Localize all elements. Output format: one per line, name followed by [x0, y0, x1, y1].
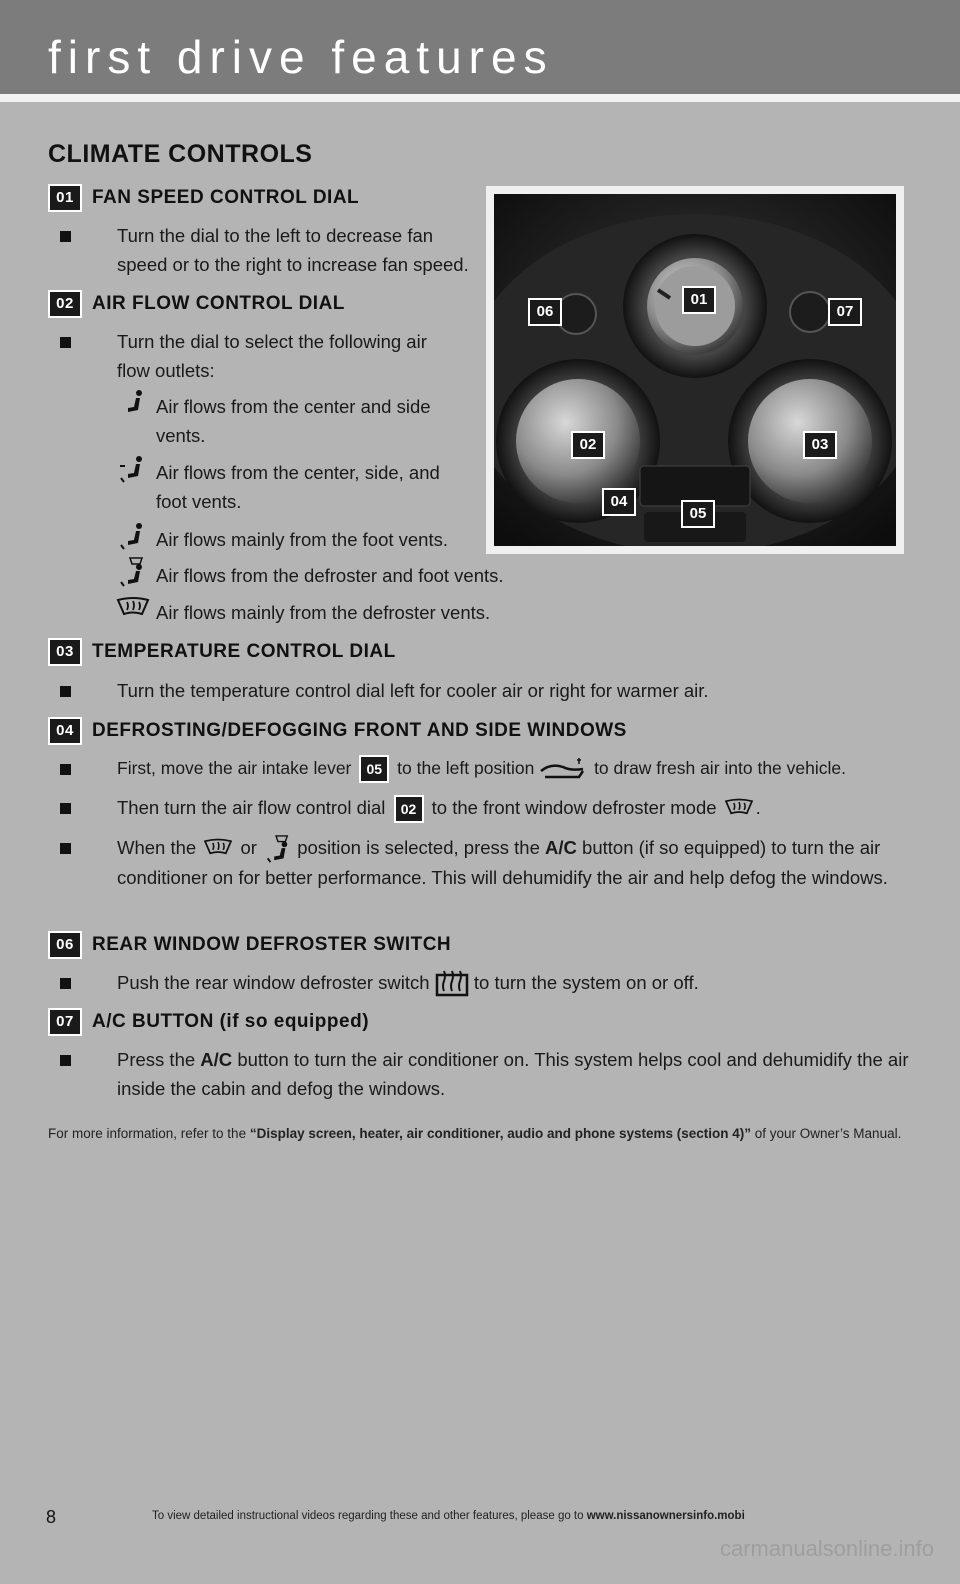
callout-04: 04 [602, 488, 636, 516]
bullet-text: Turn the dial to select the following air flow outlets: [117, 331, 427, 381]
subhead-label: FAN SPEED CONTROL DIAL [92, 187, 360, 209]
number-badge: 07 [48, 1008, 82, 1036]
text-part: button to turn the air conditioner on. This system helps cool and dehumidify the air inside the cabin and defog the windows. [117, 1049, 909, 1099]
footer-note [152, 1510, 745, 1522]
header-divider [0, 94, 960, 102]
fresh-air-icon [539, 757, 589, 781]
bullet-square-icon [60, 803, 71, 814]
number-badge: 04 [48, 717, 82, 745]
subhead-label: A/C BUTTON (if so equipped) [92, 1011, 370, 1033]
callout-03: 03 [803, 431, 837, 459]
bullet-square-icon [60, 231, 71, 242]
climate-panel-photo [494, 194, 896, 546]
bullet-text [117, 1045, 917, 1103]
mode-text: Air flows mainly from the foot vents. [156, 529, 448, 550]
text-part: First, move the air intake lever [117, 758, 352, 778]
mode-vent [116, 392, 446, 450]
text-part: . [755, 797, 761, 818]
footnote [48, 1124, 908, 1144]
number-badge: 06 [48, 931, 82, 959]
text-part: When the [117, 837, 197, 858]
defrost-foot-mode-icon [116, 557, 146, 587]
defrost-mode-icon [722, 796, 756, 822]
ac-label: A/C [545, 837, 577, 858]
defrost-foot-mode-icon [262, 835, 292, 863]
text-part: to the front window defroster mode [431, 797, 717, 818]
subhead-ac-button [48, 1008, 369, 1036]
text-part: or [240, 837, 257, 858]
mode-text: Air flows from the center, side, and foot vents. [156, 462, 440, 512]
bi-level-mode-icon [116, 454, 146, 484]
callout-05: 05 [681, 500, 715, 528]
mode-text: Air flows from the defroster and foot vents. [156, 565, 504, 586]
footnote-reference: “Display screen, heater, air conditioner, audio and phone systems (section 4)” [249, 1126, 751, 1141]
subhead-label: AIR FLOW CONTROL DIAL [92, 293, 345, 315]
text-part: to the left position [397, 758, 535, 778]
callout-06: 06 [528, 298, 562, 326]
number-badge: 03 [48, 638, 82, 666]
mode-text: Air flows mainly from the defroster vents. [156, 602, 491, 623]
text-part: Push the rear window defroster switch [117, 972, 430, 993]
header-bar [0, 0, 960, 94]
text-part: to draw fresh air into the vehicle. [594, 758, 846, 778]
page-number: 8 [46, 1507, 57, 1527]
watermark: carmanualsonline.info [719, 1536, 934, 1561]
section-title: CLIMATE CONTROLS [48, 140, 313, 168]
bullet-text [117, 833, 917, 892]
mode-bi-level [116, 458, 456, 516]
footer-text: To view detailed instructional videos regarding these and other features, please go to [152, 1510, 584, 1522]
text-part: Then turn the air flow control dial [117, 797, 386, 818]
bullet-text: Turn the dial to the left to decrease fan speed or to the right to increase fan speed. [117, 225, 469, 275]
subhead-rear-defroster [48, 931, 451, 959]
climate-panel-illustration [494, 194, 896, 546]
foot-mode-icon [116, 521, 146, 551]
vent-mode-icon [116, 388, 146, 418]
callout-07: 07 [828, 298, 862, 326]
text-part: Press the [117, 1049, 196, 1070]
callout-01: 01 [682, 286, 716, 314]
inline-badge-02: 02 [394, 795, 424, 823]
page-title: first drive features [48, 31, 554, 83]
subhead-label: REAR WINDOW DEFROSTER SWITCH [92, 934, 452, 956]
callout-02: 02 [571, 431, 605, 459]
subhead-defrosting [48, 717, 627, 745]
defrost-mode-icon [201, 836, 235, 862]
bullet-square-icon [60, 978, 71, 989]
bullet-text: Turn the temperature control dial left for cooler air or right for warmer air. [117, 680, 709, 701]
defrost-mode-icon [116, 594, 150, 624]
number-badge: 02 [48, 290, 82, 318]
bullet-square-icon [60, 1055, 71, 1066]
number-badge: 01 [48, 184, 82, 212]
mode-text: Air flows from the center and side vents. [156, 396, 431, 446]
rear-defroster-icon [435, 969, 469, 999]
bullet-square-icon [60, 764, 71, 775]
subhead-label: DEFROSTING/DEFOGGING FRONT AND SIDE WINDOWS [92, 720, 627, 742]
subhead-fan-speed [48, 184, 359, 212]
subhead-temperature [48, 638, 396, 666]
ac-label: A/C [200, 1049, 233, 1070]
text-part: to turn the system on or off. [473, 972, 699, 993]
bullet-text [117, 968, 699, 999]
footer-link[interactable]: www.nissanownersinfo.mobi [586, 1510, 745, 1522]
inline-badge-05: 05 [359, 755, 389, 783]
text-part: button (if so equipped) to turn the air conditioner on for better performance. This will dehumidify the air and help defog the windows. [117, 837, 888, 889]
bullet-square-icon [60, 686, 71, 697]
text-part: position is selected, press the [297, 837, 540, 858]
subhead-label: TEMPERATURE CONTROL DIAL [92, 641, 396, 663]
footnote-text: of your Owner’s Manual. [754, 1126, 902, 1141]
bullet-square-icon [60, 843, 71, 854]
bullet-square-icon [60, 337, 71, 348]
bullet-text [117, 754, 846, 783]
subhead-air-flow [48, 290, 345, 318]
footnote-text: For more information, refer to the [48, 1126, 247, 1141]
bullet-text [117, 793, 761, 823]
